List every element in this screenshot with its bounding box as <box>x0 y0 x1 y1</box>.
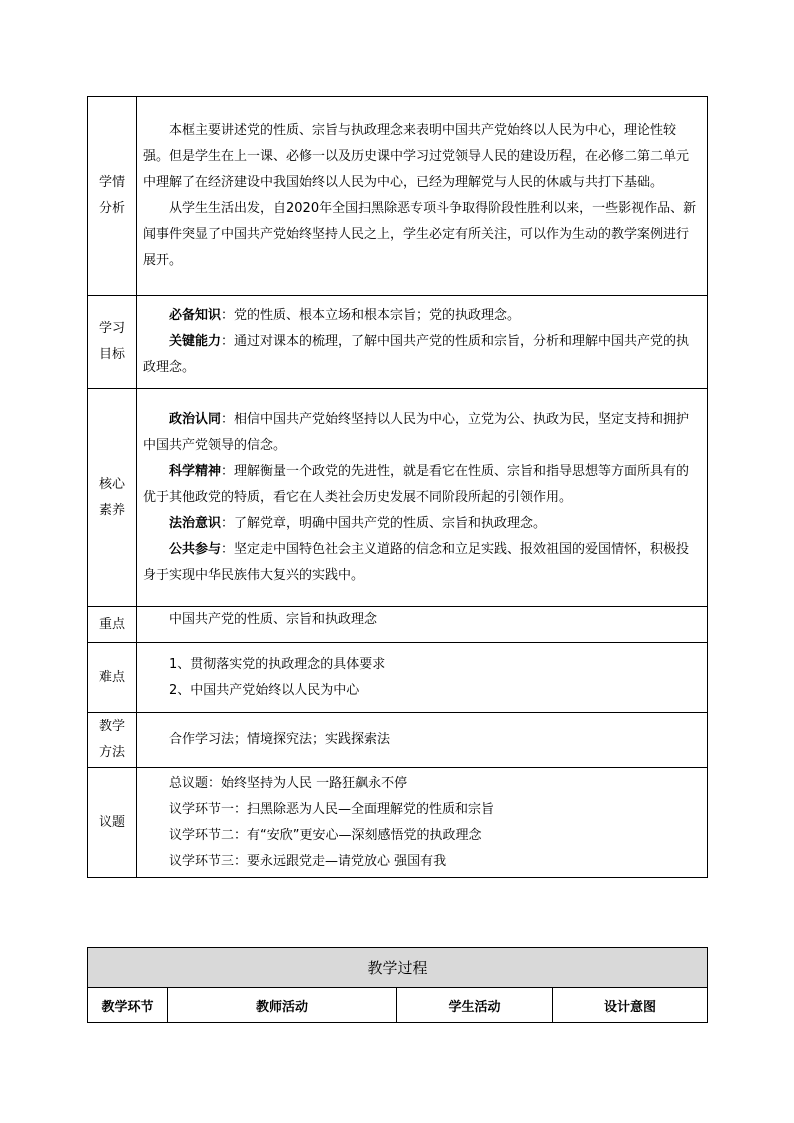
label-yiti: 议题 <box>88 768 137 878</box>
label-nandian: 难点 <box>88 643 137 713</box>
suyang-public: 公共参与：坚定走中国特色社会主义道路的信念和立足实践、报效祖国的爱国情怀，积极投身于实现中华民族伟大复兴的实践中。 <box>143 541 690 583</box>
row-nandian <box>88 643 708 713</box>
label-suyang: 核心素养 <box>88 389 137 607</box>
xueqing-paragraph-2: 从学生生活出发，自2020年全国扫黑除恶专项斗争取得阶段性胜利以来，一些影视作品、新闻事件突显了中国共产党始终坚持人民之上，学生必定有所关注，可以作为生动的教学案例进行展开。 <box>143 201 697 268</box>
suyang-political: 政治认同：相信中国共产党始终坚持以人民为中心，立党为公、执政为民，坚定支持和拥护中国共产党领导的信念。 <box>143 411 690 453</box>
header-intent: 设计意图 <box>553 988 708 1023</box>
content-fangfa: 合作学习法；情境探究法；实践探索法 <box>137 713 708 768</box>
content-nandian: 1、贯彻落实党的执政理念的具体要求 2、中国共产党始终以人民为中心 <box>137 643 708 713</box>
row-yiti <box>88 768 708 878</box>
suyang-law: 法治意识：了解党章，明确中国共产党的性质、宗旨和执政理念。 <box>169 515 547 531</box>
content-zhongdian: 中国共产党的性质、宗旨和执政理念 <box>137 607 708 643</box>
label-zhongdian: 重点 <box>88 607 137 643</box>
row-zhongdian <box>88 607 708 643</box>
xueqing-paragraph-1: 本框主要讲述党的性质、宗旨与执政理念来表明中国共产党始终以人民为中心，理论性较强。但是学生在上一课、必修一以及历史课中学习过党领导人民的建设历程，在必修二第二单元中理解了在经济建设中我国始终以人民为中心，已经为理解党与人民的休戚与共打下基础。 <box>143 123 690 190</box>
teaching-process-table <box>87 947 708 1023</box>
row-xueqing <box>88 97 708 296</box>
row-suyang <box>88 389 708 607</box>
label-mubiao: 学习目标 <box>88 296 137 389</box>
label-xueqing: 学情分析 <box>88 97 137 296</box>
mubiao-ability: 关键能力：通过对课本的梳理，了解中国共产党的性质和宗旨，分析和理解中国共产党的执政理念。 <box>143 334 690 375</box>
content-suyang <box>137 389 708 607</box>
label-fangfa: 教学方法 <box>88 713 137 768</box>
header-student: 学生活动 <box>397 988 553 1023</box>
row-fangfa <box>88 713 708 768</box>
content-mubiao <box>137 296 708 389</box>
lesson-info-table <box>87 96 708 878</box>
process-title-row <box>88 948 708 988</box>
row-mubiao <box>88 296 708 389</box>
content-yiti: 总议题：始终坚持为人民 一路狂飙永不停 议学环节一：扫黑除恶为人民—全面理解党的性质和宗旨 议学环节二：有“安欣”更安心—深刻感悟党的执政理念 议学环节三：要永远跟党走—请党放心 强国有我 <box>137 768 708 878</box>
content-xueqing <box>137 97 708 296</box>
suyang-science: 科学精神：理解衡量一个政党的先进性，就是看它在性质、宗旨和指导思想等方面所具有的优于其他政党的特质，看它在人类社会历史发展不同阶段所起的引领作用。 <box>143 463 690 505</box>
mubiao-knowledge: 必备知识：党的性质、根本立场和根本宗旨；党的执政理念。 <box>169 308 521 323</box>
process-title: 教学过程 <box>88 948 708 988</box>
process-header-row <box>88 988 708 1023</box>
header-stage: 教学环节 <box>88 988 168 1023</box>
header-teacher: 教师活动 <box>168 988 397 1023</box>
